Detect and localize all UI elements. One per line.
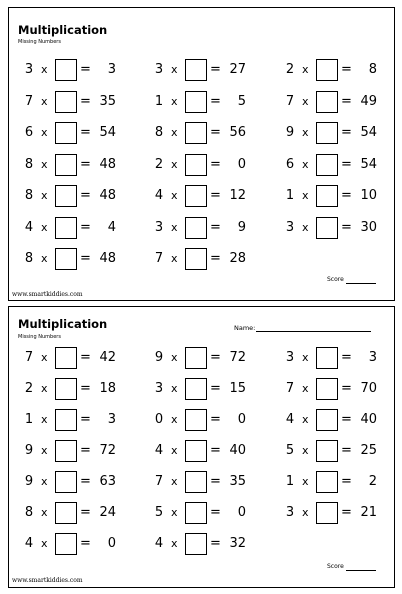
product: 27 [229, 62, 246, 77]
problem-item [285, 347, 402, 369]
answer-box[interactable] [55, 533, 77, 555]
times-sign: x [171, 94, 178, 108]
problem-item [24, 154, 144, 176]
times-sign: x [41, 63, 48, 76]
equals-sign: = [341, 381, 352, 396]
answer-box[interactable] [316, 185, 338, 207]
product: 35 [99, 93, 116, 109]
equals-sign: = [80, 412, 91, 427]
product: 54 [99, 125, 116, 140]
problem-item [24, 440, 144, 462]
equals-sign: = [210, 412, 221, 427]
problem-item [154, 378, 274, 400]
times-sign: x [302, 506, 309, 519]
product: 3 [368, 350, 377, 365]
factor: 4 [154, 188, 164, 203]
factor: 7 [24, 93, 34, 109]
equals-sign: = [80, 251, 91, 266]
product: 49 [360, 93, 377, 109]
problem-item [154, 154, 274, 176]
footer-url: www.smartkiddies.com [12, 291, 83, 298]
problem-item [285, 409, 402, 431]
equals-sign: = [80, 125, 91, 140]
answer-box[interactable] [316, 347, 338, 369]
product: 70 [360, 381, 377, 396]
problem-item [154, 440, 274, 462]
equals-sign: = [341, 62, 352, 77]
factor: 8 [154, 125, 164, 140]
factor: 9 [24, 474, 34, 489]
worksheet-subtitle: Missing Numbers [18, 39, 61, 45]
equals-sign: = [80, 188, 91, 203]
answer-box[interactable] [55, 502, 77, 524]
equals-sign: = [210, 219, 221, 235]
answer-box[interactable] [185, 502, 207, 524]
factor: 4 [24, 219, 34, 235]
factor: 8 [24, 505, 34, 520]
factor: 3 [24, 62, 34, 77]
times-sign: x [41, 537, 48, 550]
factor: 1 [154, 93, 164, 109]
factor: 4 [24, 536, 34, 551]
problem-item [285, 122, 402, 144]
worksheet-subtitle: Missing Numbers [18, 334, 61, 340]
answer-box[interactable] [316, 471, 338, 493]
problem-item [24, 91, 144, 113]
equals-sign: = [80, 93, 91, 109]
equals-sign: = [341, 443, 352, 458]
equals-sign: = [80, 443, 91, 458]
answer-box[interactable] [185, 440, 207, 462]
times-sign: x [302, 444, 309, 457]
times-sign: x [41, 413, 48, 426]
equals-sign: = [80, 474, 91, 489]
equals-sign: = [341, 125, 352, 140]
problem-item [154, 91, 274, 113]
product: 40 [360, 412, 377, 427]
answer-box[interactable] [316, 217, 338, 239]
answer-box[interactable] [55, 471, 77, 493]
problem-item [24, 409, 144, 431]
worksheet-title: Multiplication [18, 317, 108, 331]
equals-sign: = [341, 474, 352, 489]
problem-item [154, 409, 274, 431]
times-sign: x [41, 475, 48, 488]
answer-box[interactable] [185, 59, 207, 81]
answer-box[interactable] [185, 91, 207, 113]
equals-sign: = [210, 62, 221, 77]
score-line [346, 570, 376, 571]
answer-box[interactable] [185, 217, 207, 239]
times-sign: x [171, 537, 178, 550]
equals-sign: = [210, 156, 221, 172]
product: 10 [360, 188, 377, 203]
answer-box[interactable] [185, 185, 207, 207]
times-sign: x [302, 63, 309, 76]
problem-item [285, 59, 402, 81]
answer-box[interactable] [316, 122, 338, 144]
answer-box[interactable] [55, 409, 77, 431]
product: 40 [229, 443, 246, 458]
equals-sign: = [210, 93, 221, 109]
factor: 9 [24, 443, 34, 458]
factor: 1 [285, 474, 295, 489]
problem-item [24, 378, 144, 400]
problem-item [285, 217, 402, 239]
problem-item [154, 59, 274, 81]
answer-box[interactable] [55, 185, 77, 207]
equals-sign: = [210, 474, 221, 489]
factor: 9 [285, 125, 295, 140]
equals-sign: = [341, 188, 352, 203]
name-label: Name: [234, 324, 256, 332]
factor: 1 [285, 188, 295, 203]
times-sign: x [171, 189, 178, 202]
factor: 7 [154, 474, 164, 489]
answer-box[interactable] [55, 378, 77, 400]
problem-item [24, 59, 144, 81]
factor: 8 [24, 188, 34, 203]
answer-box[interactable] [55, 154, 77, 176]
problem-item [285, 91, 402, 113]
answer-box[interactable] [316, 409, 338, 431]
times-sign: x [302, 157, 309, 171]
product: 48 [99, 188, 116, 203]
problem-item [24, 347, 144, 369]
factor: 6 [285, 156, 295, 172]
equals-sign: = [210, 505, 221, 520]
product: 35 [229, 474, 246, 489]
times-sign: x [171, 506, 178, 519]
times-sign: x [302, 126, 309, 139]
answer-box[interactable] [55, 347, 77, 369]
equals-sign: = [210, 381, 221, 396]
factor: 9 [154, 350, 164, 365]
equals-sign: = [80, 505, 91, 520]
times-sign: x [171, 252, 178, 265]
product: 0 [237, 412, 246, 427]
product: 12 [229, 188, 246, 203]
product: 28 [229, 251, 246, 266]
times-sign: x [171, 351, 178, 364]
problem-item [24, 533, 144, 555]
problem-item [154, 122, 274, 144]
worksheet-title: Multiplication [18, 23, 108, 37]
factor: 4 [285, 412, 295, 427]
equals-sign: = [80, 62, 91, 77]
product: 54 [360, 125, 377, 140]
times-sign: x [41, 126, 48, 139]
product: 18 [99, 381, 116, 396]
equals-sign: = [210, 350, 221, 365]
product: 15 [229, 381, 246, 396]
equals-sign: = [210, 251, 221, 266]
product: 5 [237, 93, 246, 109]
product: 21 [360, 505, 377, 520]
equals-sign: = [341, 219, 352, 235]
factor: 5 [285, 443, 295, 458]
answer-box[interactable] [316, 154, 338, 176]
answer-box[interactable] [55, 217, 77, 239]
factor: 0 [154, 412, 164, 427]
times-sign: x [171, 157, 178, 171]
times-sign: x [171, 444, 178, 457]
times-sign: x [41, 382, 48, 395]
problem-item [285, 185, 402, 207]
answer-box[interactable] [185, 409, 207, 431]
factor: 8 [24, 251, 34, 266]
factor: 3 [154, 62, 164, 77]
times-sign: x [171, 475, 178, 488]
problem-item [154, 533, 274, 555]
times-sign: x [171, 382, 178, 395]
problem-item [154, 502, 274, 524]
product: 9 [237, 219, 246, 235]
answer-box[interactable] [185, 471, 207, 493]
answer-box[interactable] [185, 154, 207, 176]
factor: 7 [285, 381, 295, 396]
factor: 7 [285, 93, 295, 109]
equals-sign: = [341, 156, 352, 172]
times-sign: x [41, 444, 48, 457]
answer-box[interactable] [185, 533, 207, 555]
answer-box[interactable] [316, 59, 338, 81]
times-sign: x [41, 351, 48, 364]
factor: 3 [285, 505, 295, 520]
equals-sign: = [80, 536, 91, 551]
answer-box[interactable] [316, 91, 338, 113]
times-sign: x [171, 413, 178, 426]
problem-item [24, 471, 144, 493]
product: 56 [229, 125, 246, 140]
equals-sign: = [80, 156, 91, 172]
factor: 3 [154, 219, 164, 235]
product: 8 [368, 62, 377, 77]
product: 3 [107, 62, 116, 77]
factor: 4 [154, 443, 164, 458]
equals-sign: = [341, 412, 352, 427]
times-sign: x [41, 506, 48, 519]
problem-item [24, 248, 144, 270]
answer-box[interactable] [185, 347, 207, 369]
times-sign: x [171, 63, 178, 76]
times-sign: x [302, 189, 309, 202]
factor: 5 [154, 505, 164, 520]
times-sign: x [171, 220, 178, 234]
equals-sign: = [80, 219, 91, 235]
factor: 7 [154, 251, 164, 266]
product: 0 [237, 156, 246, 172]
score-label: Score [327, 276, 344, 283]
name-line [256, 331, 371, 332]
problem-item [154, 471, 274, 493]
product: 72 [99, 443, 116, 458]
times-sign: x [302, 94, 309, 108]
answer-box[interactable] [55, 248, 77, 270]
product: 2 [368, 474, 377, 489]
factor: 3 [285, 350, 295, 365]
product: 4 [107, 219, 116, 235]
answer-box[interactable] [316, 440, 338, 462]
problem-item [154, 217, 274, 239]
equals-sign: = [341, 505, 352, 520]
factor: 4 [154, 536, 164, 551]
problem-item [285, 378, 402, 400]
product: 30 [360, 219, 377, 235]
answer-box[interactable] [55, 91, 77, 113]
times-sign: x [302, 382, 309, 395]
product: 3 [107, 412, 116, 427]
problem-item [285, 154, 402, 176]
times-sign: x [41, 252, 48, 265]
answer-box[interactable] [185, 122, 207, 144]
product: 48 [99, 251, 116, 266]
product: 0 [237, 505, 246, 520]
times-sign: x [41, 220, 48, 234]
equals-sign: = [210, 443, 221, 458]
factor: 3 [154, 381, 164, 396]
product: 42 [99, 350, 116, 365]
equals-sign: = [80, 350, 91, 365]
answer-box[interactable] [55, 59, 77, 81]
problem-item [154, 248, 274, 270]
times-sign: x [302, 220, 309, 234]
factor: 2 [285, 62, 295, 77]
problem-item [24, 122, 144, 144]
equals-sign: = [341, 350, 352, 365]
times-sign: x [41, 157, 48, 171]
product: 32 [229, 536, 246, 551]
factor: 2 [154, 156, 164, 172]
equals-sign: = [80, 381, 91, 396]
problem-item [24, 185, 144, 207]
product: 72 [229, 350, 246, 365]
equals-sign: = [210, 188, 221, 203]
product: 0 [107, 536, 116, 551]
factor: 3 [285, 219, 295, 235]
product: 24 [99, 505, 116, 520]
product: 25 [360, 443, 377, 458]
equals-sign: = [210, 125, 221, 140]
problem-item [285, 502, 402, 524]
problem-item [285, 471, 402, 493]
problem-item [154, 347, 274, 369]
answer-box[interactable] [55, 122, 77, 144]
answer-box[interactable] [316, 502, 338, 524]
times-sign: x [171, 126, 178, 139]
score-label: Score [327, 563, 344, 570]
footer-url: www.smartkiddies.com [12, 577, 83, 584]
worksheet-1 [8, 7, 395, 301]
product: 63 [99, 474, 116, 489]
factor: 7 [24, 350, 34, 365]
times-sign: x [41, 94, 48, 108]
product: 48 [99, 156, 116, 172]
factor: 6 [24, 125, 34, 140]
times-sign: x [302, 413, 309, 426]
answer-box[interactable] [185, 378, 207, 400]
times-sign: x [302, 475, 309, 488]
factor: 2 [24, 381, 34, 396]
factor: 8 [24, 156, 34, 172]
worksheet-2 [8, 306, 395, 588]
answer-box[interactable] [185, 248, 207, 270]
score-line [346, 283, 376, 284]
times-sign: x [41, 189, 48, 202]
factor: 1 [24, 412, 34, 427]
answer-box[interactable] [316, 378, 338, 400]
times-sign: x [302, 351, 309, 364]
problem-item [154, 185, 274, 207]
problem-item [24, 217, 144, 239]
equals-sign: = [341, 93, 352, 109]
problem-item [24, 502, 144, 524]
product: 54 [360, 156, 377, 172]
equals-sign: = [210, 536, 221, 551]
problem-item [285, 440, 402, 462]
answer-box[interactable] [55, 440, 77, 462]
